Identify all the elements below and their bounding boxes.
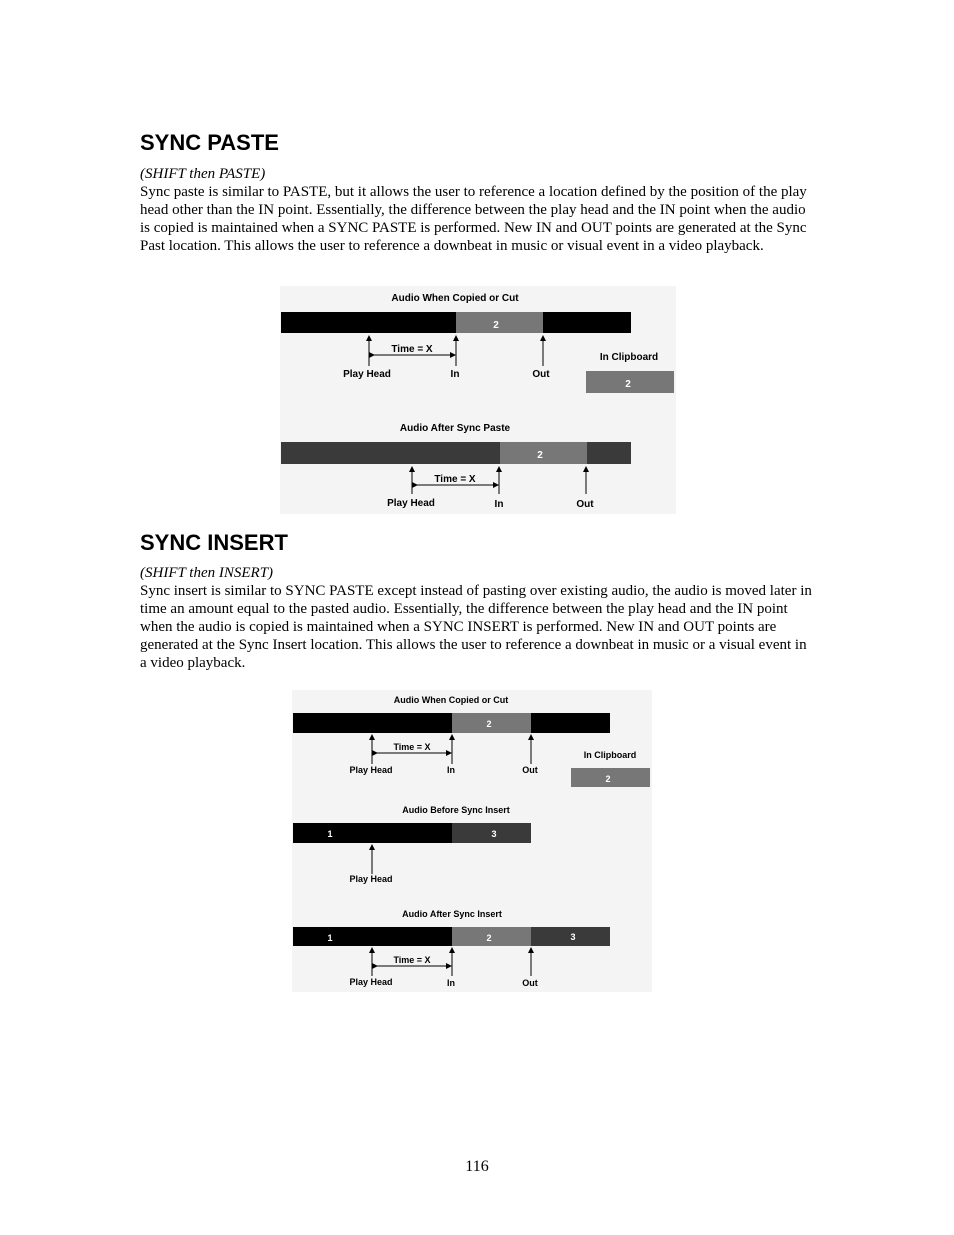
sync-insert-body: Sync insert is similar to SYNC PASTE except instead of pasting over existing audio, the audio is moved later in time an amount equal to the pasted audio. Essentially, the difference between the play head and the IN point when the audio is copied is maintained when a SYNC INSERT is performed. New IN and OUT points are generated at the Sync Insert location. This allows the user to reference a downbeat in music or a visual event in a video playback. xyxy=(140,583,812,671)
after-title: Audio After Sync Paste xyxy=(399,423,511,434)
before-segment-1 xyxy=(293,823,452,843)
sync-paste-body: Sync paste is similar to PASTE, but it allows the user to reference a location defined by the position of the play head other than the IN point. Essentially, the difference between the play head and the IN point when the audio is copied is maintained when a SYNC PASTE is performed. New IN and OUT points are generated at the Sync Past location. This allows the user to reference a downbeat in music or visual event in a video playback. xyxy=(140,184,807,254)
sync-insert-diagram xyxy=(292,690,652,992)
sync-insert-subtitle: (SHIFT then INSERT) xyxy=(140,565,274,581)
page-number: 116 xyxy=(465,1158,489,1175)
sync-paste-heading: SYNC PASTE xyxy=(140,130,279,155)
after-segment-left xyxy=(281,442,500,464)
segment-label-2: 2 xyxy=(486,719,492,729)
before-segment-1-label: 1 xyxy=(327,829,333,839)
after-title: Audio After Sync Insert xyxy=(402,909,502,919)
after-segment-right xyxy=(587,442,631,464)
sync-insert-heading: SYNC INSERT xyxy=(140,530,288,555)
before-segment-3-label: 3 xyxy=(491,829,497,839)
after-segment-1-label: 1 xyxy=(327,933,333,943)
play-head-label: Play Head xyxy=(349,765,393,775)
clipboard-segment-label: 2 xyxy=(625,379,631,390)
after-out-label: Out xyxy=(576,499,594,510)
clipboard-label: In Clipboard xyxy=(583,750,637,760)
after-segment-label: 2 xyxy=(537,450,543,461)
audio-segment-black-left xyxy=(293,713,452,733)
before-play-head-label: Play Head xyxy=(349,874,393,884)
after-out-label: Out xyxy=(522,978,538,988)
clipboard-label: In Clipboard xyxy=(599,352,659,363)
time-x-label: Time = X xyxy=(393,742,431,752)
audio-segment-black-left xyxy=(281,312,456,333)
segment-label-2: 2 xyxy=(493,320,499,331)
in-label: In xyxy=(450,369,460,380)
after-time-x-label: Time = X xyxy=(393,955,431,965)
before-title: Audio Before Sync Insert xyxy=(402,805,510,815)
sync-paste-subtitle: (SHIFT then PASTE) xyxy=(140,166,266,182)
clipboard-segment-label: 2 xyxy=(605,774,611,784)
copied-title: Audio When Copied or Cut xyxy=(391,293,519,304)
after-in-label: In xyxy=(447,978,455,988)
sync-paste-diagram xyxy=(280,286,676,514)
after-play-head-label: Play Head xyxy=(349,977,393,987)
in-label: In xyxy=(447,765,455,775)
time-x-label: Time = X xyxy=(391,344,433,355)
after-play-head-label: Play Head xyxy=(387,498,435,509)
audio-segment-black-right xyxy=(543,312,631,333)
play-head-label: Play Head xyxy=(343,369,391,380)
after-time-x-label: Time = X xyxy=(434,474,476,485)
audio-segment-2 xyxy=(456,312,543,333)
audio-segment-black-right xyxy=(531,713,610,733)
copied-title: Audio When Copied or Cut xyxy=(393,695,509,705)
after-segment-1 xyxy=(293,927,452,946)
after-in-label: In xyxy=(494,499,504,510)
after-segment-3-label: 3 xyxy=(570,932,576,942)
after-segment-2-label: 2 xyxy=(486,933,492,943)
out-label: Out xyxy=(532,369,550,380)
out-label: Out xyxy=(522,765,538,775)
after-segment-2 xyxy=(500,442,587,464)
